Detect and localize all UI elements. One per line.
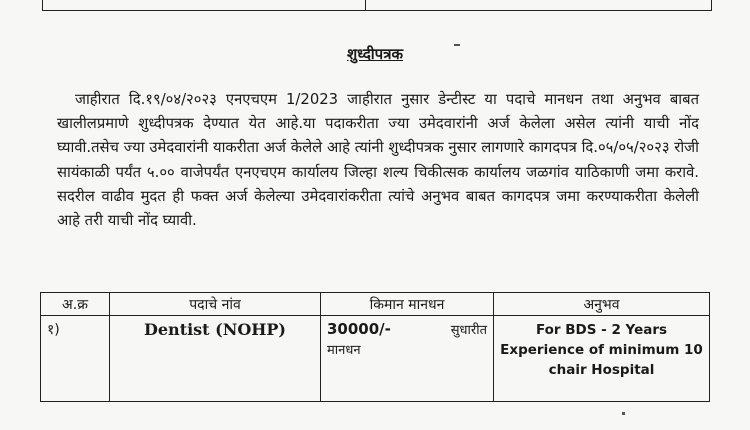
cell-experience [494,316,710,402]
speck-mark [454,44,460,46]
cell-serial: १) [41,316,110,402]
top-table-divider [365,0,366,10]
cell-post: Dentist (NOHP) [110,316,321,402]
table-header-row [41,293,710,316]
experience-line-3: chair Hospital [548,362,655,378]
amount-revised: सुधारीत [450,323,487,338]
document-heading: शुध्दीपत्रक [346,45,403,63]
header-amount: किमान मानधन [321,293,494,316]
correction-table [40,292,710,402]
header-serial: अ.क्र [41,293,110,316]
amount-label: मानधन [327,343,361,358]
experience-line-1: For BDS - 2 Years [535,322,668,338]
top-table-border [42,0,712,11]
header-experience: अनुभव [494,293,710,316]
amount-line [327,320,487,338]
cell-amount [321,316,494,402]
notice-paragraph: जाहीरात दि.१९/०४/२०२३ एनएचएम 1/2023 जाहीरात नुसार डेन्टीस्ट या पदाचे मानधन तथा अनुभव बाबत खालीलप्रमाणे शुध्दीपत्रक देण्यात येत आहे.या पदाकरीता ज्या उमेदवारांनी अर्ज केलेला असेल त्यांनी याची नोंद घ्यावी.तसेच ज्या उमेदवारांनी याकरीता अर्ज केलेले आहे त्यांनी शुध्दीपत्रक नुसार लागणारे कागदपत्र दि.०५/०५/२०२३ रोजी सायंकाळी पर्यंत ५.०० वाजेपर्यंत एनएचएम कार्यालय जिल्हा शल्य चिकीत्सक कार्यालय जळगांव याठिकाणी जमा करावे. सदरील वाढीव मुदत ही फक्त अर्ज केलेल्या उमेदवारांकरीता त्यांचे अनुभव बाबत कागदपत्र जमा करण्याकरीता केलेली आहे तरी याची नोंद घ्यावी. [57,91,699,230]
header-post: पदाचे नांव [110,293,321,316]
amount-value: 30000/- [327,320,391,338]
speck-mark [622,412,625,415]
experience-line-2: Experience of minimum 10 [500,342,703,358]
table-row [41,316,710,402]
